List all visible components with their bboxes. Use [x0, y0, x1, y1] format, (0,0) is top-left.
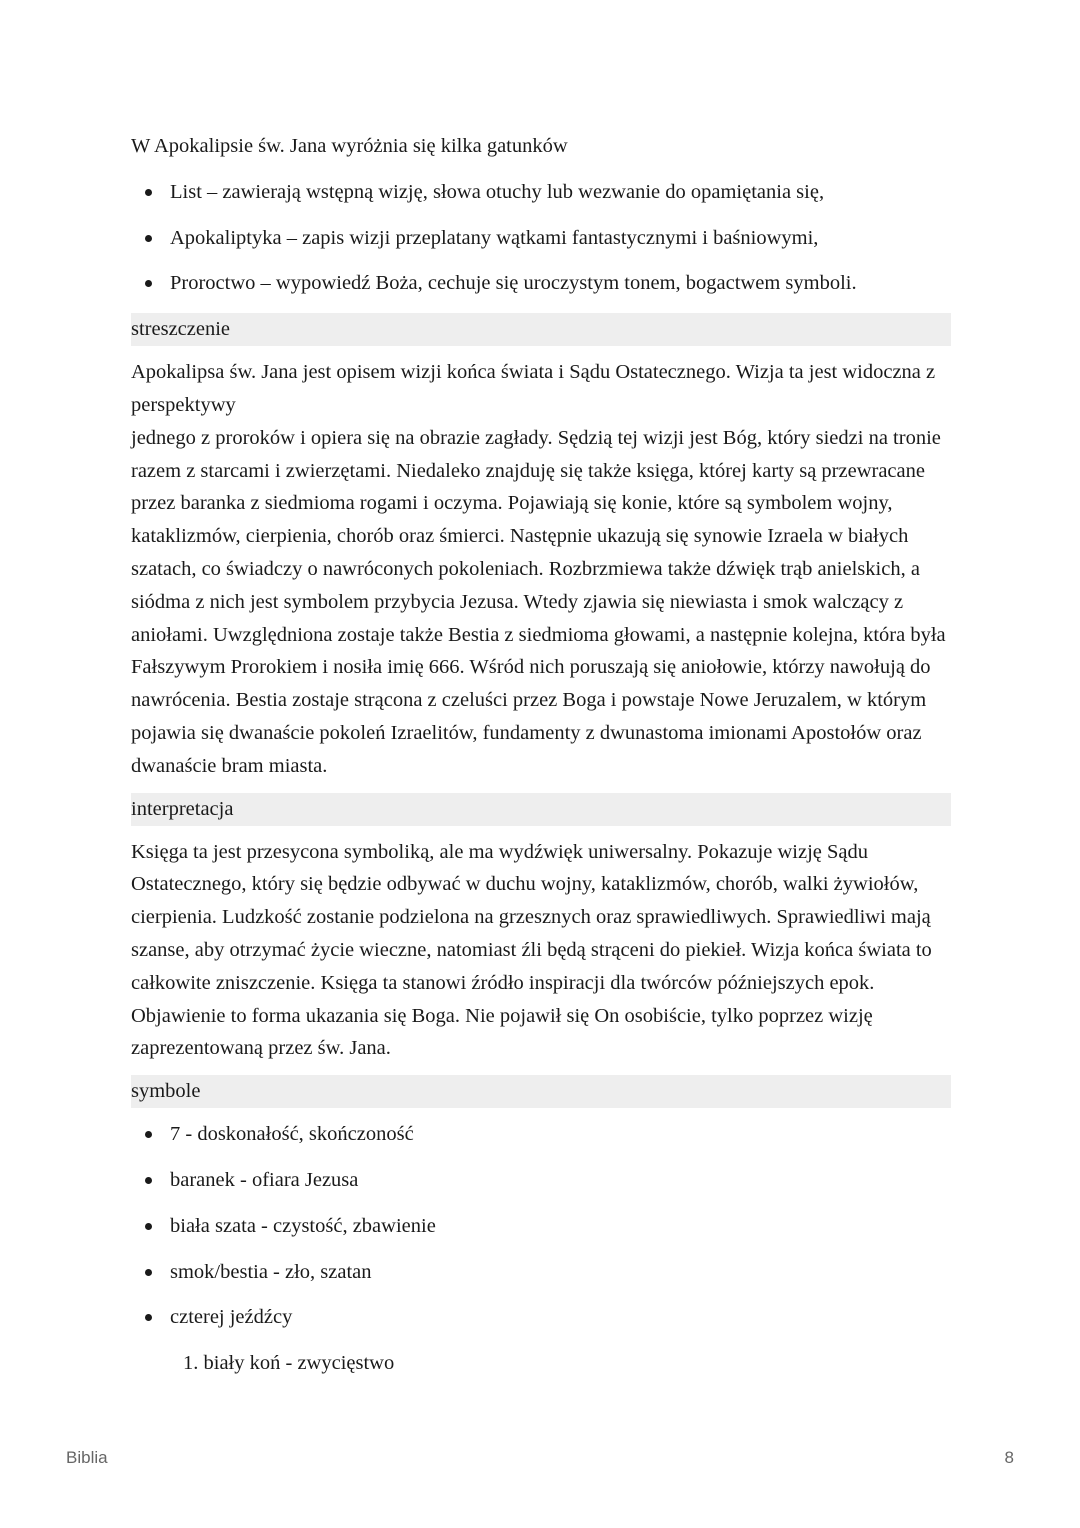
section-heading-summary: streszczenie	[131, 313, 951, 346]
symbols-list	[131, 1118, 951, 1334]
document-body	[131, 130, 951, 1380]
genre-item: Apokaliptyka – zapis wizji przeplatany wątkami fantastycznymi i baśniowymi,	[131, 222, 951, 255]
symbol-item: biała szata - czystość, zbawienie	[131, 1210, 951, 1243]
rider-item: 1. biały koń - zwycięstwo	[183, 1352, 395, 1375]
section-heading-symbols: symbole	[131, 1075, 951, 1108]
summary-text	[131, 356, 951, 782]
symbol-item: czterej jeźdźcy	[131, 1301, 951, 1334]
genre-item: Proroctwo – wypowiedź Boża, cechuje się uroczystym tonem, bogactwem symboli.	[131, 267, 951, 300]
interpretation-text: Księga ta jest przesycona symboliką, ale ma wydźwięk uniwersalny. Pokazuje wizję Sądu Ostatecznego, który się będzie odbywać w duchu wojny, kataklizmów, chorób, walki żywiołów, cierpienia. Ludzkość zostanie podzielona na grzesznych oraz sprawiedliwych. Sprawiedliwi mają szanse, aby otrzymać życie wieczne, natomiast źli będą strąceni do piekieł. Wizja końca świata to całkowite zniszczenie. Księga ta stanowi źródło inspiracji dla twórców późniejszych epok. Objawienie to forma ukazania się Boga. Nie pojawił się On osobiście, tylko poprzez wizję zaprezentowaną przez św. Jana.	[131, 840, 932, 1060]
symbol-item: 7 - doskonałość, skończoność	[131, 1118, 951, 1151]
section-heading-interpretation: interpretacja	[131, 793, 951, 826]
page-number: 8	[1004, 1448, 1014, 1467]
genre-list	[131, 176, 951, 300]
summary-line-1: Apokalipsa św. Jana jest opisem wizji końca świata i Sądu Ostatecznego. Wizja ta jest widoczna z perspektywy	[131, 361, 936, 416]
genre-item: List – zawierają wstępną wizję, słowa otuchy lub wezwanie do opamiętania się,	[131, 176, 951, 209]
summary-line-2: jednego z proroków i opiera się na obrazie zagłady. Sędzią tej wizji jest Bóg, który siedzi na tronie razem z starcami i zwierzętami. Niedaleko znajduję się także księga, której karty są przewracane przez baranka z siedmioma rogami i oczyma. Pojawiają się konie, które są symbolem wojny, kataklizmów, cierpienia, chorób oraz śmierci. Następnie ukazują się synowie Izraela w białych szatach, co świadczy o nawróconych pokoleniach. Rozbrzmiewa także dźwięk trąb anielskich, a siódma z nich jest symbolem przybycia Jezusa. Wtedy zjawia się niewiasta i smok walczący z aniołami. Uwzględniona zostaje także Bestia z siedmioma głowami, a następnie kolejna, która była Fałszywym Prorokiem i nosiła imię 666. Wśród nich poruszają się aniołowie, którzy nawołują do nawrócenia. Bestia zostaje strącona z czeluści przez Boga i powstaje Nowe Jeruzalem, w którym pojawia się dwanaście pokoleń Izraelitów, fundamenty z dwunastoma imionami Apostołów oraz dwanaście bram miasta.	[131, 426, 946, 777]
intro-text: W Apokalipsie św. Jana wyróżnia się kilka gatunków	[131, 135, 568, 157]
footer-title: Biblia	[66, 1448, 108, 1467]
symbol-item: baranek - ofiara Jezusa	[131, 1164, 951, 1197]
riders-list	[131, 1347, 951, 1380]
symbol-item: smok/bestia - zło, szatan	[131, 1256, 951, 1289]
